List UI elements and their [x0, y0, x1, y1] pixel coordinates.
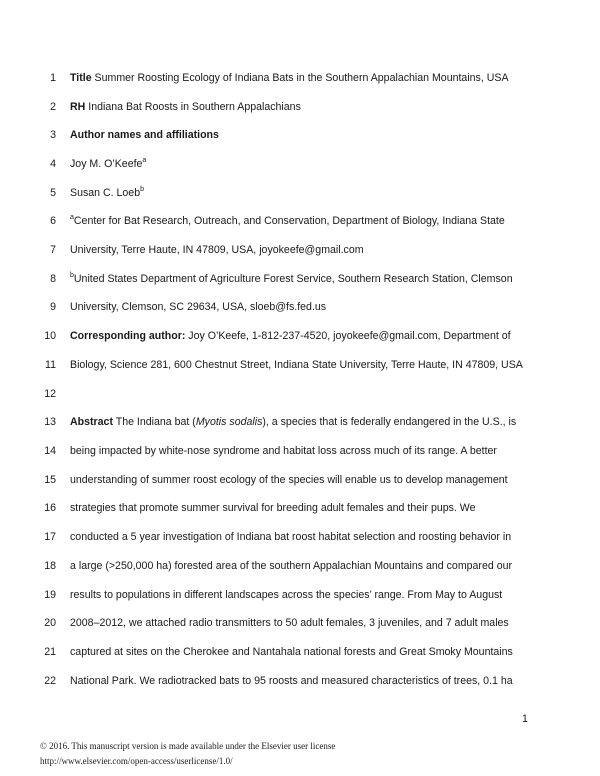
line-number: 18 — [44, 560, 56, 572]
text-line — [0, 587, 600, 603]
line-number: 4 — [50, 158, 56, 170]
affiliation-marker: b — [70, 272, 74, 279]
line-number: 12 — [44, 388, 56, 400]
line-body: Joy O’Keefe, 1-812-237-4520, joyokeefe@gmail.com, Department of — [185, 330, 511, 342]
line-text — [70, 529, 511, 545]
bold-label: Corresponding author: — [70, 330, 186, 342]
line-body: Indiana Bat Roosts in Southern Appalachians — [85, 101, 301, 113]
text-line — [0, 156, 600, 172]
line-text — [70, 472, 508, 488]
line-text — [70, 185, 144, 201]
license-footer-line: © 2016. This manuscript version is made available under the Elsevier user license — [40, 741, 336, 751]
line-number: 19 — [44, 589, 56, 601]
text-line — [0, 529, 600, 545]
line-number: 14 — [44, 445, 56, 457]
text-line — [0, 615, 600, 631]
text-line — [0, 443, 600, 459]
line-text — [70, 357, 523, 373]
line-body: results to populations in different landscapes across the species’ range. From May to August — [70, 589, 503, 601]
line-text — [70, 242, 364, 258]
line-body: Susan C. Loeb — [70, 187, 141, 199]
affiliation-marker: a — [142, 157, 147, 164]
text-line — [0, 644, 600, 660]
line-body: conducted a 5 year investigation of Indiana bat roost habitat selection and roosting behavior in — [70, 531, 512, 543]
line-number: 11 — [45, 359, 56, 371]
line-body: strategies that promote summer survival for breeding adult females and their pups. We — [70, 502, 476, 514]
bold-label: Abstract — [70, 416, 113, 428]
line-number: 20 — [44, 617, 56, 629]
text-line — [0, 242, 600, 258]
line-number: 13 — [44, 416, 56, 428]
line-body: National Park. We radiotracked bats to 95 roosts and measured characteristics of trees, 0.1 ha — [70, 675, 513, 687]
line-text — [70, 99, 301, 115]
line-text — [70, 587, 502, 603]
text-line — [0, 299, 600, 315]
affiliation-marker: b — [140, 186, 144, 193]
line-body: Biology, Science 281, 600 Chestnut Street, Indiana State University, Terre Haute, IN 47809, USA — [70, 359, 523, 371]
line-text — [70, 500, 476, 516]
line-number: 9 — [50, 301, 56, 313]
bold-label: Author names and affiliations — [70, 129, 219, 141]
text-line — [0, 673, 600, 689]
line-number: 21 — [44, 646, 56, 658]
line-body: being impacted by white-nose syndrome and habitat loss across much of its range. A better — [70, 445, 497, 457]
text-line — [0, 70, 600, 86]
line-number: 15 — [44, 474, 56, 486]
text-line — [0, 558, 600, 574]
line-text — [70, 558, 512, 574]
line-text — [70, 156, 146, 172]
text-line — [0, 213, 600, 229]
line-number: 7 — [50, 244, 56, 256]
line-body: University, Clemson, SC 29634, USA, sloeb@fs.fed.us — [70, 301, 327, 313]
line-body: University, Terre Haute, IN 47809, USA, joyokeefe@gmail.com — [70, 244, 364, 256]
page-number: 1 — [522, 713, 528, 725]
text-line — [0, 328, 600, 344]
text-line — [0, 472, 600, 488]
line-body-continued: ), a species that is federally endangered in the U.S., is — [262, 416, 517, 428]
line-body: 2008–2012, we attached radio transmitters to 50 adult females, 3 juveniles, and 7 adult males — [70, 617, 509, 629]
text-line — [0, 357, 600, 373]
line-text — [70, 644, 513, 660]
line-text — [70, 271, 513, 287]
line-number: 6 — [50, 215, 56, 227]
line-number: 2 — [50, 101, 56, 113]
text-line — [0, 99, 600, 115]
text-line — [0, 185, 600, 201]
line-body: Center for Bat Research, Outreach, and Conservation, Department of Biology, Indiana State — [73, 215, 505, 227]
license-footer-url[interactable]: http://www.elsevier.com/open-access/userlicense/1.0/ — [40, 756, 233, 766]
text-line — [0, 500, 600, 516]
line-body: captured at sites on the Cherokee and Nantahala national forests and Great Smoky Mountains — [70, 646, 513, 658]
line-body: a large (>250,000 ha) forested area of the southern Appalachian Mountains and compared our — [70, 560, 512, 572]
bold-label: RH — [70, 101, 86, 113]
line-number: 5 — [50, 187, 56, 199]
line-text — [70, 443, 497, 459]
line-number: 3 — [50, 129, 56, 141]
line-text — [70, 213, 505, 229]
line-body: Joy M. O’Keefe — [70, 158, 143, 170]
affiliation-marker: a — [70, 214, 74, 221]
line-body: understanding of summer roost ecology of the species will enable us to develop management — [70, 474, 508, 486]
line-number: 10 — [44, 330, 56, 342]
text-line — [0, 127, 600, 143]
line-number: 22 — [44, 675, 56, 687]
text-line — [0, 386, 600, 402]
species-name: Myotis sodalis — [195, 416, 263, 428]
line-number: 16 — [44, 502, 56, 514]
text-line — [0, 271, 600, 287]
line-number: 17 — [44, 531, 56, 543]
line-body: Summer Roosting Ecology of Indiana Bats in the Southern Appalachian Mountains, USA — [91, 72, 509, 84]
line-body: The Indiana bat ( — [112, 416, 196, 428]
line-text — [70, 299, 326, 315]
line-text — [70, 673, 513, 689]
text-line — [0, 414, 600, 430]
bold-label: Title — [70, 72, 92, 84]
line-text — [70, 414, 516, 430]
line-number: 1 — [50, 72, 56, 84]
line-text — [70, 70, 509, 86]
line-number: 8 — [50, 273, 56, 285]
line-text — [70, 328, 511, 344]
line-text — [70, 127, 219, 143]
line-text — [70, 615, 509, 631]
line-body: United States Department of Agriculture Forest Service, Southern Research Station, Clemson — [73, 273, 513, 285]
